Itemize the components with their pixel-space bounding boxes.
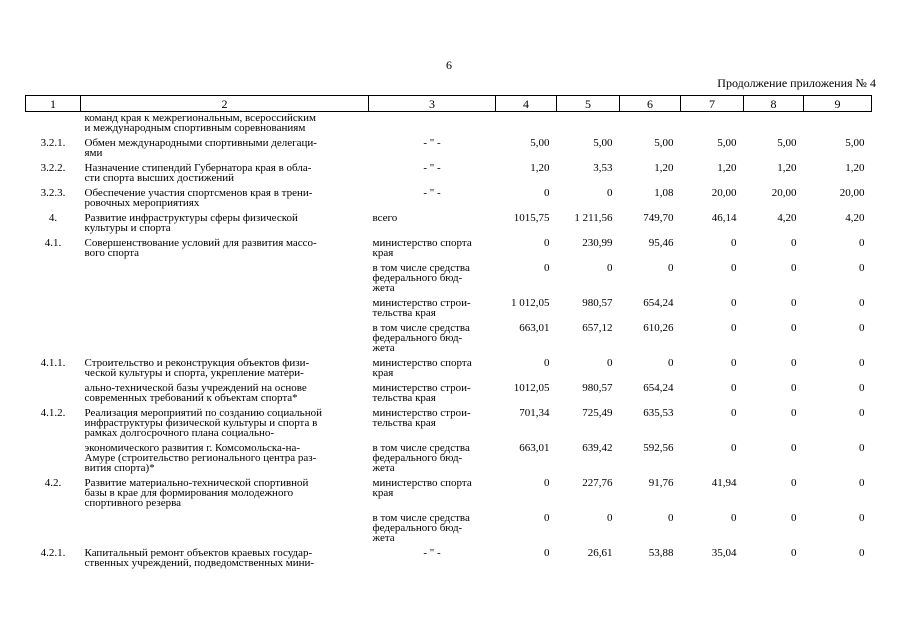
value-cell-text: 635,53 <box>643 407 674 419</box>
row-name-cell-text: Обеспечение участия спортсменов края в трени- ровочных мероприятиях <box>84 187 313 209</box>
value-cell <box>744 442 804 477</box>
value-cell <box>744 237 804 262</box>
value-cell <box>496 407 557 442</box>
funding-source-cell <box>369 112 496 138</box>
funding-source-cell-text: - " - <box>423 187 441 199</box>
funding-source-cell <box>369 547 496 572</box>
value-cell-text: 0 <box>859 512 865 524</box>
value-cell <box>496 212 557 237</box>
value-cell <box>804 547 872 572</box>
value-cell-text: 0 <box>791 357 797 369</box>
funding-source-cell-text: всего <box>372 212 398 224</box>
program-table <box>25 95 872 572</box>
funding-source-cell <box>369 212 496 237</box>
value-cell <box>804 137 872 162</box>
funding-source-cell-text: - " - <box>423 547 441 559</box>
value-cell <box>620 187 681 212</box>
funding-source-cell <box>369 187 496 212</box>
value-cell-text: 5,00 <box>777 137 797 149</box>
funding-source-cell <box>369 407 496 442</box>
row-number-cell <box>26 407 81 442</box>
value-cell <box>496 187 557 212</box>
value-cell-text: 725,49 <box>582 407 613 419</box>
value-cell-text: 46,14 <box>711 212 737 224</box>
value-cell <box>557 112 620 138</box>
row-name-cell-text: ально-технической базы учреждений на основе современных требований к объектам спорта* <box>84 382 307 404</box>
value-cell-text: 0 <box>791 297 797 309</box>
value-cell-text: 1012,05 <box>513 382 550 394</box>
row-number-cell-text: 3.2.3. <box>40 187 66 199</box>
row-number-cell <box>26 262 81 297</box>
value-cell <box>744 162 804 187</box>
value-cell <box>744 187 804 212</box>
row-name-cell <box>81 322 369 357</box>
value-cell <box>804 322 872 357</box>
value-cell-text: 1,20 <box>845 162 865 174</box>
value-cell-text: 1,20 <box>777 162 797 174</box>
value-cell-text: 0 <box>859 357 865 369</box>
row-name-cell <box>81 112 369 138</box>
funding-source-cell-text: - " - <box>423 137 441 149</box>
row-name-cell <box>81 187 369 212</box>
value-cell <box>496 137 557 162</box>
row-number-cell <box>26 477 81 512</box>
funding-source-cell <box>369 512 496 547</box>
value-cell <box>620 442 681 477</box>
value-cell <box>681 212 744 237</box>
value-cell <box>496 237 557 262</box>
value-cell-text: 53,88 <box>648 547 674 559</box>
funding-source-cell-text: министерство спорта края <box>372 477 472 499</box>
value-cell <box>496 297 557 322</box>
row-name-cell <box>81 512 369 547</box>
funding-source-cell <box>369 297 496 322</box>
row-name-cell-text: Совершенствование условий для развития массо- вого спорта <box>84 237 317 259</box>
value-cell <box>681 477 744 512</box>
value-cell-text: 26,61 <box>587 547 613 559</box>
value-cell-text: 0 <box>859 262 865 274</box>
value-cell-text: 0 <box>544 547 550 559</box>
value-cell <box>744 512 804 547</box>
value-cell-text: 610,26 <box>643 322 674 334</box>
value-cell <box>744 477 804 512</box>
value-cell <box>620 162 681 187</box>
row-name-cell-text: Развитие материально-технической спортивной базы в крае для формирования молодежного спортивного резерва <box>84 477 309 509</box>
value-cell-text: 592,56 <box>643 442 674 454</box>
value-cell <box>557 137 620 162</box>
funding-source-cell-text: министерство спорта края <box>372 237 472 259</box>
row-number-cell-text: 3.2.1. <box>40 137 66 149</box>
row-number-cell <box>26 547 81 572</box>
value-cell <box>744 212 804 237</box>
value-cell <box>681 262 744 297</box>
value-cell-text: 0 <box>731 442 737 454</box>
value-cell-text: 0 <box>791 477 797 489</box>
value-cell-text: 0 <box>607 512 613 524</box>
row-number-cell <box>26 162 81 187</box>
value-cell-text: 0 <box>791 442 797 454</box>
value-cell-text: 0 <box>544 237 550 249</box>
value-cell <box>681 512 744 547</box>
value-cell <box>496 547 557 572</box>
row-number-cell <box>26 112 81 138</box>
value-cell-text: 0 <box>731 382 737 394</box>
value-cell <box>557 547 620 572</box>
row-name-cell-text: Обмен международными спортивными делегаци- ями <box>84 137 317 159</box>
table-row <box>26 382 872 407</box>
row-number-cell <box>26 382 81 407</box>
continuation-label: Продолжение приложения № 4 <box>717 76 876 90</box>
value-cell <box>681 407 744 442</box>
value-cell-text: 5,00 <box>530 137 550 149</box>
row-number-cell-text: 4.1.1. <box>40 357 66 369</box>
funding-source-cell-text: в том числе средства федерального бюд- жета <box>372 512 470 544</box>
value-cell <box>744 137 804 162</box>
value-cell-text: 5,00 <box>845 137 865 149</box>
value-cell-text: 1,20 <box>654 162 674 174</box>
value-cell <box>496 357 557 382</box>
value-cell <box>744 547 804 572</box>
value-cell <box>557 297 620 322</box>
value-cell <box>744 322 804 357</box>
funding-source-cell-text: в том числе средства федерального бюд- жета <box>372 322 470 354</box>
value-cell-text: 35,04 <box>711 547 737 559</box>
value-cell <box>557 357 620 382</box>
row-name-cell <box>81 382 369 407</box>
header-cell: 2 <box>81 96 369 112</box>
header-cell: 3 <box>369 96 496 112</box>
value-cell-text: 0 <box>668 357 674 369</box>
value-cell-text: 0 <box>791 237 797 249</box>
row-name-cell-text: Капитальный ремонт объектов краевых государ- ственных учреждений, подведомственных мини- <box>84 547 315 569</box>
value-cell <box>620 212 681 237</box>
row-number-cell <box>26 237 81 262</box>
header-cell: 5 <box>557 96 620 112</box>
value-cell <box>496 112 557 138</box>
value-cell <box>681 547 744 572</box>
header-cell: 4 <box>496 96 557 112</box>
row-number-cell-text: 3.2.2. <box>40 162 66 174</box>
table-row <box>26 187 872 212</box>
row-name-cell-text: Реализация мероприятий по созданию социальной инфраструктуры физической культуры и спорта в рамках долгосрочного плана социально- <box>84 407 322 439</box>
funding-source-cell <box>369 477 496 512</box>
value-cell-text: 0 <box>668 262 674 274</box>
value-cell <box>744 382 804 407</box>
row-number-cell <box>26 357 81 382</box>
row-number-cell <box>26 187 81 212</box>
value-cell-text: 0 <box>731 357 737 369</box>
value-cell-text: 0 <box>668 512 674 524</box>
funding-source-cell-text: в том числе средства федерального бюд- жета <box>372 442 470 474</box>
value-cell <box>681 112 744 138</box>
value-cell-text: 91,76 <box>648 477 674 489</box>
value-cell <box>804 512 872 547</box>
funding-source-cell-text: - " - <box>423 162 441 174</box>
table-row <box>26 237 872 262</box>
funding-source-cell <box>369 237 496 262</box>
value-cell-text: 0 <box>544 477 550 489</box>
value-cell <box>744 112 804 138</box>
funding-source-cell-text: министерство спорта края <box>372 357 472 379</box>
table-row <box>26 162 872 187</box>
value-cell-text: 0 <box>859 547 865 559</box>
value-cell <box>557 512 620 547</box>
value-cell-text: 980,57 <box>582 382 613 394</box>
table-row <box>26 137 872 162</box>
value-cell <box>496 382 557 407</box>
value-cell-text: 230,99 <box>582 237 613 249</box>
value-cell-text: 749,70 <box>643 212 674 224</box>
value-cell <box>744 297 804 322</box>
value-cell <box>557 162 620 187</box>
value-cell <box>804 297 872 322</box>
funding-source-cell <box>369 322 496 357</box>
header-cell: 9 <box>804 96 872 112</box>
value-cell-text: 227,76 <box>582 477 613 489</box>
funding-source-cell <box>369 357 496 382</box>
value-cell-text: 701,34 <box>519 407 550 419</box>
row-name-cell-text: команд края к межрегиональным, всероссийским и международным спортивным соревнованиям <box>84 112 316 134</box>
value-cell <box>496 162 557 187</box>
value-cell-text: 0 <box>791 322 797 334</box>
value-cell <box>681 442 744 477</box>
value-cell <box>804 357 872 382</box>
value-cell-text: 95,46 <box>648 237 674 249</box>
value-cell <box>557 322 620 357</box>
row-name-cell <box>81 547 369 572</box>
value-cell <box>620 407 681 442</box>
value-cell-text: 0 <box>731 322 737 334</box>
row-name-cell <box>81 262 369 297</box>
value-cell-text: 0 <box>544 187 550 199</box>
row-name-cell <box>81 212 369 237</box>
value-cell <box>804 477 872 512</box>
row-number-cell <box>26 512 81 547</box>
row-name-cell <box>81 407 369 442</box>
value-cell-text: 5,00 <box>593 137 613 149</box>
value-cell-text: 0 <box>544 262 550 274</box>
row-number-cell-text: 4.2. <box>44 477 62 489</box>
value-cell <box>681 322 744 357</box>
value-cell <box>804 442 872 477</box>
value-cell <box>681 162 744 187</box>
funding-source-cell-text: в том числе средства федерального бюд- жета <box>372 262 470 294</box>
value-cell-text: 639,42 <box>582 442 613 454</box>
row-name-cell <box>81 137 369 162</box>
table-row <box>26 477 872 512</box>
value-cell <box>620 357 681 382</box>
value-cell <box>681 187 744 212</box>
value-cell-text: 1,20 <box>530 162 550 174</box>
value-cell <box>804 112 872 138</box>
funding-source-cell <box>369 382 496 407</box>
row-number-cell-text: 4.1.2. <box>40 407 66 419</box>
value-cell-text: 1 211,56 <box>574 212 613 224</box>
value-cell-text: 0 <box>791 547 797 559</box>
page-number: 6 <box>446 58 452 72</box>
value-cell <box>496 322 557 357</box>
funding-source-cell-text: министерство строи- тельства края <box>372 407 471 429</box>
value-cell-text: 0 <box>859 237 865 249</box>
value-cell <box>744 262 804 297</box>
value-cell-text: 1,08 <box>654 187 674 199</box>
value-cell <box>744 357 804 382</box>
value-cell <box>744 407 804 442</box>
row-name-cell <box>81 297 369 322</box>
value-cell-text: 0 <box>791 382 797 394</box>
row-name-cell <box>81 237 369 262</box>
value-cell <box>681 137 744 162</box>
value-cell <box>496 512 557 547</box>
value-cell <box>804 237 872 262</box>
value-cell-text: 654,24 <box>643 382 674 394</box>
row-name-cell-text: экономического развития г. Комсомольска-на- Амуре (строительство регионального центра раз- вития спорта)* <box>84 442 317 474</box>
value-cell-text: 0 <box>791 407 797 419</box>
value-cell <box>804 407 872 442</box>
value-cell <box>620 382 681 407</box>
value-cell <box>804 187 872 212</box>
value-cell-text: 0 <box>607 187 613 199</box>
value-cell-text: 0 <box>859 382 865 394</box>
table-row <box>26 407 872 442</box>
funding-source-cell <box>369 262 496 297</box>
value-cell <box>557 237 620 262</box>
value-cell <box>620 237 681 262</box>
funding-source-cell-text: министерство строи- тельства края <box>372 382 471 404</box>
value-cell <box>620 547 681 572</box>
value-cell <box>557 382 620 407</box>
value-cell <box>557 187 620 212</box>
value-cell <box>681 237 744 262</box>
value-cell <box>804 212 872 237</box>
funding-source-cell <box>369 442 496 477</box>
value-cell-text: 5,00 <box>654 137 674 149</box>
value-cell-text: 0 <box>731 407 737 419</box>
row-name-cell <box>81 162 369 187</box>
value-cell-text: 0 <box>731 297 737 309</box>
value-cell-text: 20,00 <box>711 187 737 199</box>
value-cell <box>620 297 681 322</box>
value-cell <box>557 477 620 512</box>
value-cell <box>804 262 872 297</box>
value-cell <box>557 212 620 237</box>
header-cell: 6 <box>620 96 681 112</box>
value-cell <box>620 477 681 512</box>
value-cell <box>557 407 620 442</box>
funding-source-cell <box>369 137 496 162</box>
value-cell <box>496 477 557 512</box>
value-cell-text: 663,01 <box>519 442 550 454</box>
value-cell-text: 1015,75 <box>513 212 550 224</box>
value-cell-text: 980,57 <box>582 297 613 309</box>
value-cell <box>496 442 557 477</box>
table-row <box>26 112 872 138</box>
row-number-cell-text: 4.2.1. <box>40 547 66 559</box>
table-row <box>26 357 872 382</box>
value-cell-text: 0 <box>731 262 737 274</box>
table-row <box>26 512 872 547</box>
value-cell-text: 41,94 <box>711 477 737 489</box>
value-cell <box>620 512 681 547</box>
value-cell <box>804 382 872 407</box>
header-cell: 8 <box>744 96 804 112</box>
funding-source-cell <box>369 162 496 187</box>
value-cell-text: 0 <box>859 442 865 454</box>
header-cell: 7 <box>681 96 744 112</box>
value-cell-text: 654,24 <box>643 297 674 309</box>
row-name-cell-text: Развитие инфраструктуры сферы физической культуры и спорта <box>84 212 298 234</box>
value-cell <box>681 297 744 322</box>
value-cell-text: 0 <box>607 357 613 369</box>
value-cell-text: 0 <box>859 477 865 489</box>
value-cell-text: 4,20 <box>777 212 797 224</box>
table-row <box>26 297 872 322</box>
value-cell-text: 1 012,05 <box>511 297 550 309</box>
row-number-cell-text: 4. <box>48 212 58 224</box>
value-cell <box>557 442 620 477</box>
value-cell-text: 0 <box>544 512 550 524</box>
table-row <box>26 322 872 357</box>
header-cell: 1 <box>26 96 81 112</box>
value-cell <box>804 162 872 187</box>
value-cell-text: 4,20 <box>845 212 865 224</box>
value-cell-text: 5,00 <box>717 137 737 149</box>
value-cell <box>620 137 681 162</box>
value-cell-text: 0 <box>731 237 737 249</box>
value-cell-text: 0 <box>859 407 865 419</box>
header-row <box>26 96 872 112</box>
table-row <box>26 262 872 297</box>
value-cell-text: 0 <box>791 512 797 524</box>
value-cell <box>496 262 557 297</box>
value-cell-text: 0 <box>544 357 550 369</box>
value-cell-text: 0 <box>607 262 613 274</box>
value-cell-text: 663,01 <box>519 322 550 334</box>
row-number-cell <box>26 212 81 237</box>
row-name-cell <box>81 442 369 477</box>
row-name-cell <box>81 357 369 382</box>
value-cell-text: 0 <box>859 297 865 309</box>
value-cell <box>681 357 744 382</box>
value-cell-text: 1,20 <box>717 162 737 174</box>
row-name-cell-text: Строительство и реконструкция объектов физи- ческой культуры и спорта, укрепление матери- <box>84 357 310 379</box>
value-cell-text: 0 <box>859 322 865 334</box>
value-cell-text: 0 <box>791 262 797 274</box>
value-cell <box>681 382 744 407</box>
value-cell <box>620 262 681 297</box>
value-cell <box>620 322 681 357</box>
row-name-cell <box>81 477 369 512</box>
row-number-cell <box>26 322 81 357</box>
value-cell-text: 0 <box>731 512 737 524</box>
row-name-cell-text: Назначение стипендий Губернатора края в обла- сти спорта высших достижений <box>84 162 312 184</box>
row-number-cell <box>26 297 81 322</box>
row-number-cell <box>26 442 81 477</box>
value-cell-text: 3,53 <box>593 162 613 174</box>
row-number-cell-text: 4.1. <box>44 237 62 249</box>
value-cell <box>620 112 681 138</box>
value-cell <box>557 262 620 297</box>
table-row <box>26 547 872 572</box>
value-cell-text: 657,12 <box>582 322 613 334</box>
value-cell-text: 20,00 <box>839 187 865 199</box>
row-number-cell <box>26 137 81 162</box>
table-row <box>26 442 872 477</box>
funding-source-cell-text: министерство строи- тельства края <box>372 297 471 319</box>
table-row <box>26 212 872 237</box>
value-cell-text: 20,00 <box>771 187 797 199</box>
